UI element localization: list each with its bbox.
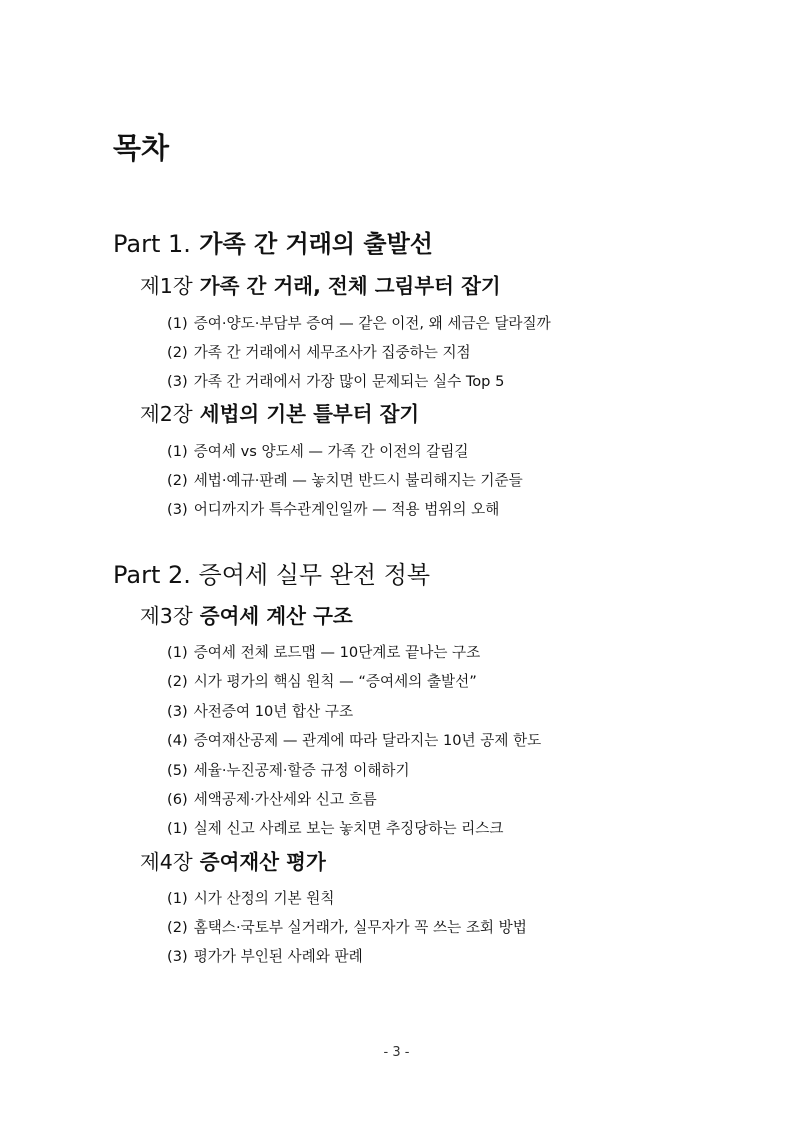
chapter-1-heading bbox=[140, 271, 501, 301]
toc-item-text: 사전증여 10년 합산 구조 bbox=[193, 703, 354, 720]
toc-item-text: 홈택스·국토부 실거래가, 실무자가 꼭 쓰는 조회 방법 bbox=[193, 919, 527, 936]
toc-item[interactable] bbox=[167, 888, 334, 910]
chapter-3-heading bbox=[140, 601, 353, 631]
toc-item-number: (3) bbox=[167, 373, 188, 390]
toc-item[interactable] bbox=[167, 371, 504, 393]
chapter-label: 제4장 bbox=[140, 850, 193, 874]
toc-item-text: 평가가 부인된 사례와 판례 bbox=[193, 948, 363, 965]
chapter-label: 제1장 bbox=[140, 274, 193, 298]
chapter-4-heading bbox=[140, 847, 326, 877]
chapter-title-text: 세법의 기본 틀부터 잡기 bbox=[199, 402, 420, 426]
toc-item-text: 증여재산공제 — 관계에 따라 달라지는 10년 공제 한도 bbox=[193, 732, 542, 749]
page-title: 목차 bbox=[113, 131, 170, 165]
toc-item[interactable] bbox=[167, 917, 527, 939]
chapter-title-text: 증여세 계산 구조 bbox=[199, 604, 353, 628]
toc-item-text: 세법·예규·판례 — 놓치면 반드시 불리해지는 기준들 bbox=[193, 472, 523, 489]
toc-item[interactable] bbox=[167, 946, 363, 968]
toc-item[interactable] bbox=[167, 441, 468, 463]
part-title-text: 증여세 실무 완전 정복 bbox=[198, 561, 431, 589]
toc-item-number: (1) bbox=[167, 820, 188, 837]
toc-item-number: (6) bbox=[167, 791, 188, 808]
toc-item-number: (4) bbox=[167, 732, 188, 749]
toc-item-text: 실제 신고 사례로 보는 놓치면 추징당하는 리스크 bbox=[193, 820, 504, 837]
toc-item[interactable] bbox=[167, 789, 377, 811]
toc-item[interactable] bbox=[167, 470, 523, 492]
toc-item[interactable] bbox=[167, 818, 503, 840]
toc-item-number: (3) bbox=[167, 948, 188, 965]
toc-item-number: (1) bbox=[167, 644, 188, 661]
toc-item[interactable] bbox=[167, 701, 353, 723]
toc-item[interactable] bbox=[167, 313, 551, 335]
toc-item[interactable] bbox=[167, 499, 499, 521]
toc-item-number: (1) bbox=[167, 890, 188, 907]
toc-item[interactable] bbox=[167, 342, 471, 364]
part-1-heading bbox=[113, 227, 433, 261]
toc-item-number: (1) bbox=[167, 315, 188, 332]
part-title-text: 가족 간 거래의 출발선 bbox=[199, 230, 433, 258]
toc-item-number: (2) bbox=[167, 919, 188, 936]
chapter-label: 제2장 bbox=[140, 402, 193, 426]
toc-item-number: (1) bbox=[167, 443, 188, 460]
toc-item-text: 증여세 vs 양도세 — 가족 간 이전의 갈림길 bbox=[193, 443, 469, 460]
toc-item-text: 가족 간 거래에서 가장 많이 문제되는 실수 Top 5 bbox=[193, 373, 505, 390]
toc-item-text: 어디까지가 특수관계인일까 — 적용 범위의 오해 bbox=[193, 501, 500, 518]
part-label: Part 2. bbox=[113, 561, 191, 589]
toc-item-text: 증여세 전체 로드맵 — 10단계로 끝나는 구조 bbox=[193, 644, 481, 661]
toc-item-text: 가족 간 거래에서 세무조사가 집중하는 지점 bbox=[193, 344, 471, 361]
toc-item-number: (3) bbox=[167, 703, 188, 720]
chapter-2-heading bbox=[140, 399, 419, 429]
chapter-title-text: 가족 간 거래, 전체 그림부터 잡기 bbox=[199, 274, 501, 298]
toc-item-text: 세율·누진공제·할증 규정 이해하기 bbox=[193, 762, 410, 779]
toc-item[interactable] bbox=[167, 642, 480, 664]
toc-item-text: 증여·양도·부담부 증여 — 같은 이전, 왜 세금은 달라질까 bbox=[193, 315, 551, 332]
toc-item-number: (2) bbox=[167, 673, 188, 690]
toc-item-number: (3) bbox=[167, 501, 188, 518]
chapter-label: 제3장 bbox=[140, 604, 193, 628]
page-number: - 3 - bbox=[383, 1045, 410, 1060]
toc-item-number: (5) bbox=[167, 762, 188, 779]
toc-item-text: 시가 산정의 기본 원칙 bbox=[193, 890, 335, 907]
part-2-heading bbox=[113, 558, 430, 592]
toc-item-text: 세액공제·가산세와 신고 흐름 bbox=[193, 791, 377, 808]
toc-item-number: (2) bbox=[167, 472, 188, 489]
part-label: Part 1. bbox=[113, 230, 191, 258]
toc-item[interactable] bbox=[167, 730, 541, 752]
toc-item-text: 시가 평가의 핵심 원칙 — “증여세의 출발선” bbox=[193, 673, 477, 690]
toc-item-number: (2) bbox=[167, 344, 188, 361]
chapter-title-text: 증여재산 평가 bbox=[199, 850, 326, 874]
toc-item[interactable] bbox=[167, 671, 477, 693]
toc-item[interactable] bbox=[167, 760, 410, 782]
